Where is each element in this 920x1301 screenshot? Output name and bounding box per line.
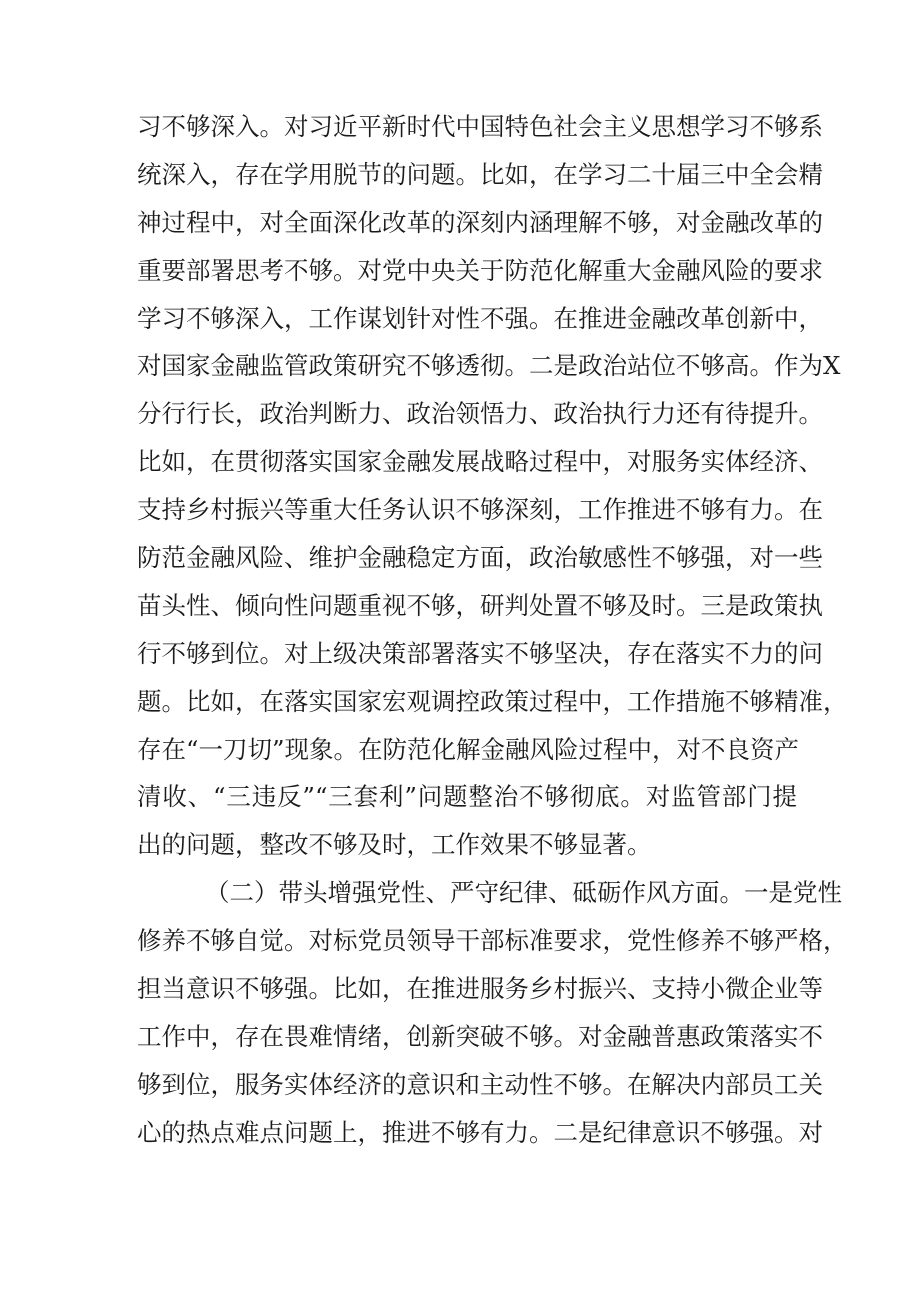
text-line: 分行行长，政治判断力、政治领悟力、政治执行力还有待提升。 bbox=[137, 399, 823, 429]
text-line: 学习不够深入，工作谋划针对性不强。在推进金融改革创新中， bbox=[137, 303, 823, 333]
text-line: 比如，在贯彻落实国家金融发展战略过程中，对服务实体经济、 bbox=[137, 447, 823, 477]
text-line: 防范金融风险、维护金融稳定方面，政治敏感性不够强，对一些 bbox=[137, 543, 823, 573]
text-line: 苗头性、倾向性问题重视不够，研判处置不够及时。三是政策执 bbox=[137, 590, 823, 620]
text-line: 重要部署思考不够。对党中央关于防范化解重大金融风险的要求 bbox=[137, 255, 823, 285]
text-line: 习不够深入。对习近平新时代中国特色社会主义思想学习不够系 bbox=[137, 112, 823, 141]
document-body bbox=[137, 103, 848, 1157]
text-line: 工作中，存在畏难情绪，创新突破不够。对金融普惠政策落实不 bbox=[137, 1021, 823, 1051]
text-line: 担当意识不够强。比如，在推进服务乡村振兴、支持小微企业等 bbox=[137, 974, 823, 1004]
text-line: 够到位，服务实体经济的意识和主动性不够。在解决内部员工关 bbox=[137, 1069, 823, 1099]
text-line: 清收、“三违反”“三套利”问题整治不够彻底。对监管部门提 bbox=[137, 782, 797, 812]
text-line: 神过程中，对全面深化改革的深刻内涵理解不够，对金融改革的 bbox=[137, 207, 823, 237]
text-line: 存在“一刀切”现象。在防范化解金融风险过程中，对不良资产 bbox=[137, 734, 800, 764]
text-line: 统深入，存在学用脱节的问题。比如，在学习二十届三中全会精 bbox=[137, 159, 823, 189]
text-line: 行不够到位。对上级决策部署落实不够坚决，存在落实不力的问 bbox=[137, 638, 823, 668]
text-line-paragraph-end: 出的问题，整改不够及时，工作效果不够显著。 bbox=[137, 830, 652, 860]
text-line: 修养不够自觉。对标党员领导干部标准要求，党性修养不够严格， bbox=[137, 926, 848, 956]
text-line: 对国家金融监管政策研究不够透彻。二是政治站位不够高。作为X bbox=[137, 351, 841, 381]
text-line: 心的热点难点问题上，推进不够有力。二是纪律意识不够强。对 bbox=[137, 1117, 823, 1147]
text-line: 支持乡村振兴等重大任务认识不够深刻，工作推进不够有力。在 bbox=[137, 495, 823, 525]
text-line: 题。比如，在落实国家宏观调控政策过程中，工作措施不够精准， bbox=[137, 686, 848, 716]
section-heading-line: （二）带头增强党性、严守纪律、砥砺作风方面。一是党性 bbox=[205, 878, 842, 908]
